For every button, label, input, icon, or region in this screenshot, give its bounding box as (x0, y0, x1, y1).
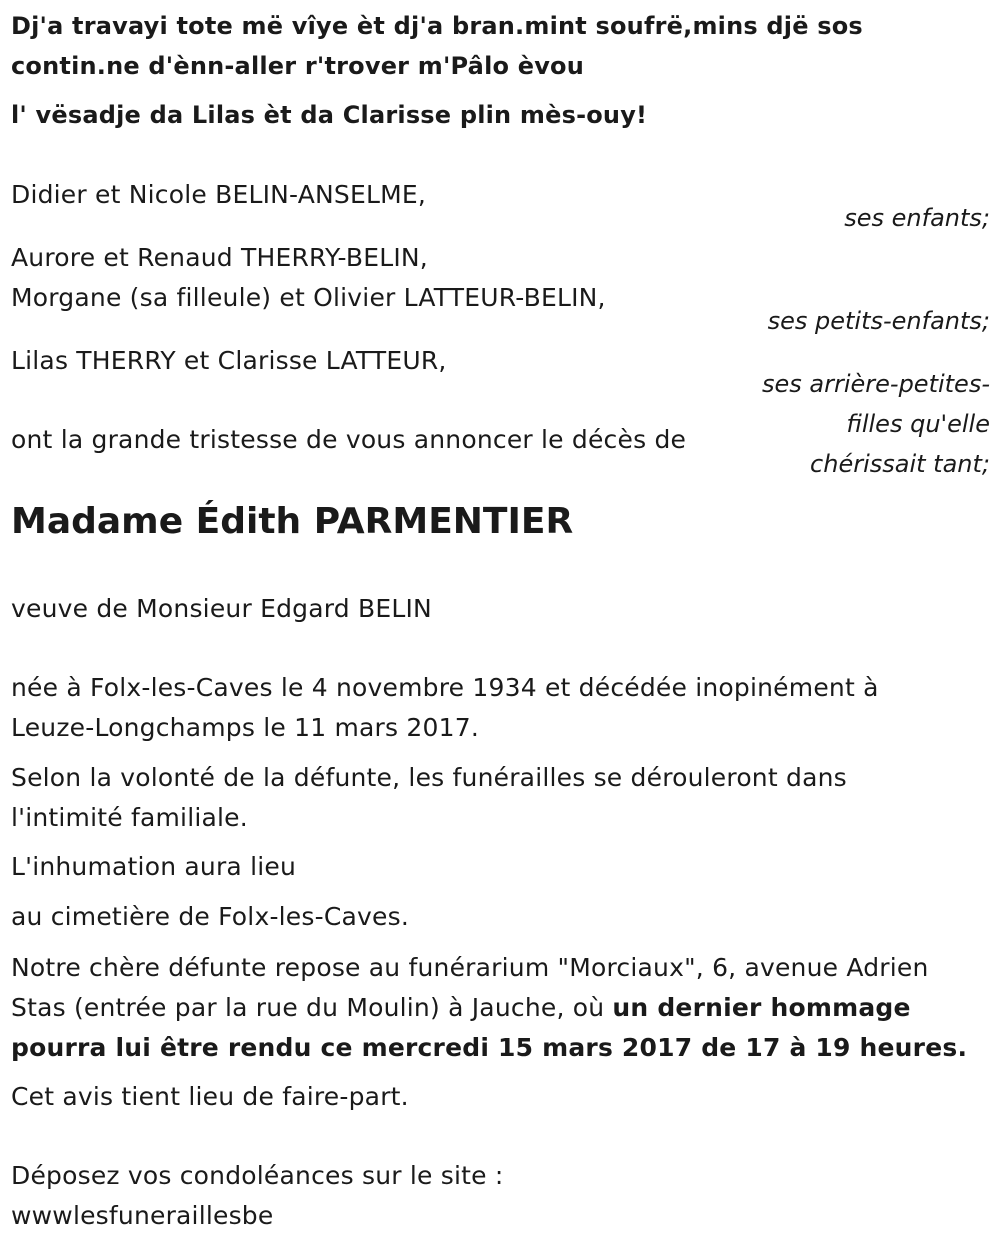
visitation-line-3: pourra lui être rendu ce mercredi 15 mars 2017 de 17 à 19 heures. (11, 1033, 968, 1062)
condolences-text: Déposez vos condoléances sur le site : (11, 1161, 504, 1190)
grandchild-names-1: Aurore et Renaud THERRY-BELIN, (11, 243, 428, 272)
epitaph-line-3: l' vësadje da Lilas èt da Clarisse plin mès-ouy! (11, 101, 648, 129)
great-grandchildren-names: Lilas THERRY et Clarisse LATTEUR, (11, 346, 447, 375)
condolences-website: wwwlesfuneraillesbe (11, 1201, 274, 1230)
epitaph-line-1: Dj'a travayi tote më vîye èt dj'a bran.mint soufrë,mins djë sos (11, 12, 863, 40)
epitaph-line-2: contin.ne d'ènn-aller r'trover m'Pâlo èvou (11, 52, 585, 80)
funeral-line-1: Selon la volonté de la défunte, les funérailles se dérouleront dans (11, 763, 847, 792)
grandchild-names-2: Morgane (sa filleule) et Olivier LATTEUR-BELIN, (11, 283, 606, 312)
visitation-line-2-bold: un dernier hommage (612, 993, 911, 1022)
great-grandchildren-relation-2: filles qu'elle (846, 410, 990, 438)
announcement-text: ont la grande tristesse de vous annoncer le décès de (11, 425, 687, 454)
children-relation: ses enfants; (844, 204, 990, 232)
faire-part-notice: Cet avis tient lieu de faire-part. (11, 1082, 409, 1111)
visitation-line-1: Notre chère défunte repose au funérarium "Morciaux", 6, avenue Adrien (11, 953, 929, 982)
grandchildren-relation: ses petits-enfants; (767, 307, 990, 335)
widow-of: veuve de Monsieur Edgard BELIN (11, 594, 432, 623)
burial-line-2: au cimetière de Folx-les-Caves. (11, 902, 409, 931)
great-grandchildren-relation-3: chérissait tant; (810, 450, 990, 478)
deceased-name: Madame Édith PARMENTIER (11, 501, 574, 542)
birth-death-line-1: née à Folx-les-Caves le 4 novembre 1934 et décédée inopinément à (11, 673, 879, 702)
burial-line-1: L'inhumation aura lieu (11, 852, 297, 881)
children-names: Didier et Nicole BELIN-ANSELME, (11, 180, 427, 209)
funeral-line-2: l'intimité familiale. (11, 803, 248, 832)
visitation-line-2 (11, 988, 911, 1028)
birth-death-line-2: Leuze-Longchamps le 11 mars 2017. (11, 713, 479, 742)
great-grandchildren-relation-1: ses arrière-petites- (762, 370, 990, 398)
visitation-line-2-regular: Stas (entrée par la rue du Moulin) à Jauche, où (11, 993, 613, 1022)
